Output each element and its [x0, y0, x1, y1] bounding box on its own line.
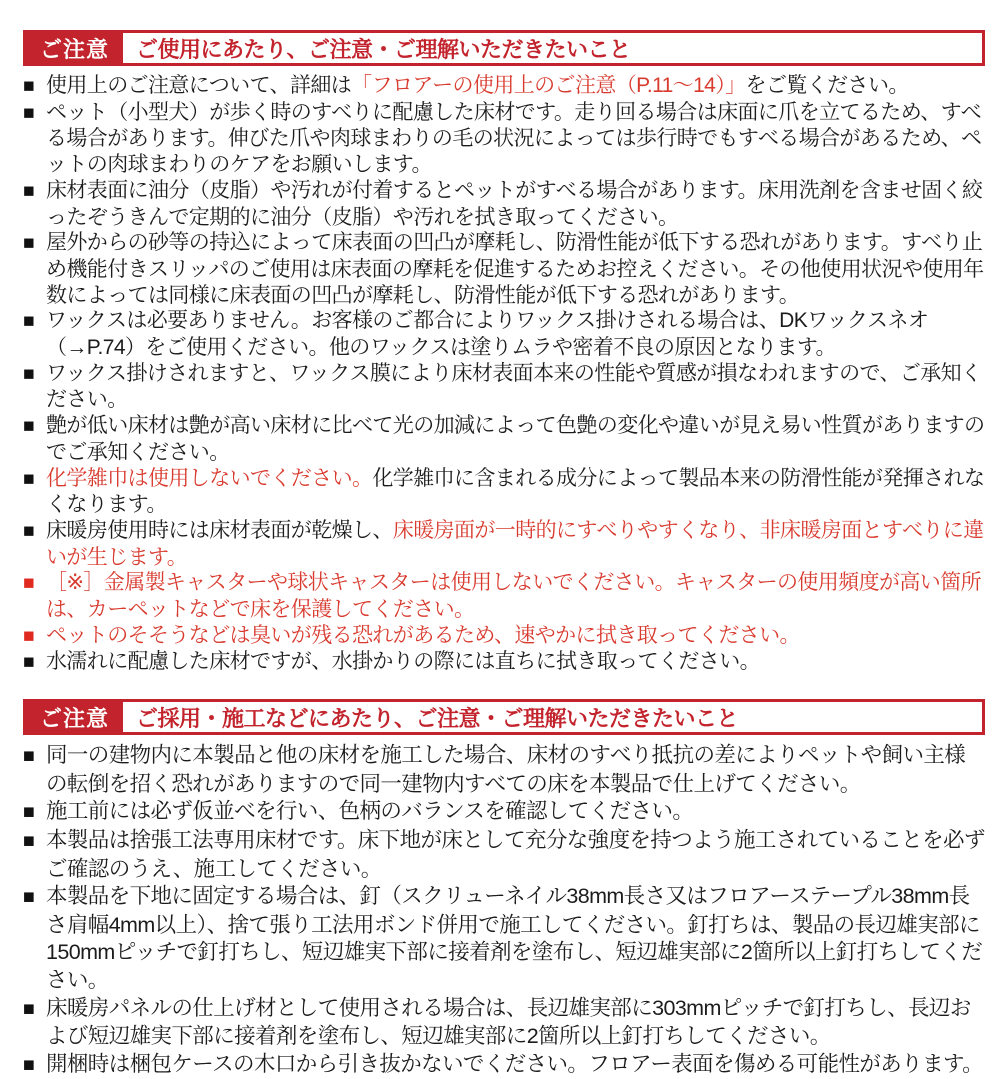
notice-text-segment: 艶が低い床材は艶が高い床材に比べて光の加減によって色艶の変化や違いが見え易い性質がありますのでご承知ください。	[46, 414, 985, 464]
bullet-square-icon: ■	[23, 745, 35, 768]
notice-text-segment: 施工前には必ず仮並べを行い、色柄のバランスを確認してください。	[46, 799, 694, 824]
bullet-square-icon: ■	[23, 233, 35, 255]
bullet-square-icon: ■	[23, 801, 35, 824]
notice-text-segment: ペットのそそうなどは臭いが残る恐れがあるため、速やかに拭き取ってください。	[46, 623, 800, 647]
notice-item	[23, 178, 985, 230]
usage-notice-section	[23, 30, 985, 676]
notice-item	[23, 742, 985, 798]
bullet-square-icon: ■	[23, 829, 35, 852]
notice-text-segment: 床暖房面が一時的にすべりやすくなり、非床暖房面とすべりに違いが生じます。	[46, 518, 984, 569]
notice-item	[23, 995, 985, 1051]
notice-text-segment: 使用上のご注意について、詳細は	[46, 74, 352, 97]
notice-item	[23, 623, 985, 650]
bullet-square-icon: ■	[23, 102, 35, 124]
notice-text-segment: ペット（小型犬）が歩く時のすべりに配慮した床材です。走り回る場合は床面に爪を立てるため、すべる場合があります。伸びた爪や肉球まわりの毛の状況によっては歩行時でもすべる場合があるため、ペットの肉球まわりのケアをお願いします。	[46, 100, 982, 177]
installation-notice-title: ご採用・施工などにあたり、ご注意・ご理解いただきたいこと	[136, 705, 739, 731]
installation-notice-list	[23, 742, 985, 1079]
notice-item	[23, 798, 985, 827]
notice-text-segment: 本製品を下地に固定する場合は、釘（スクリューネイル38mm長さ又はフロアーステープル38mm長さ肩幅4mm以上）、捨て張り工法用ボンド併用で施工してください。釘打ちは、製品の長辺雄実部に150mmピッチで釘打ちし、短辺雄実下部に接着剤を塗布し、短辺雄実部に2箇所以上釘打ちしてください。	[46, 884, 983, 992]
notice-item	[23, 361, 985, 413]
notice-item	[23, 73, 985, 100]
notice-text-segment: ［※］金属製キャスターや球状キャスターは使用しないでください。キャスターの使用頻度が高い箇所は、カーペットなどで床を保護してください。	[46, 571, 981, 622]
notice-text-segment: 化学雑巾は使用しないでください。	[46, 466, 373, 490]
notice-text-segment: 同一の建物内に本製品と他の床材を施工した場合、床材のすべり抵抗の差によりペットや飼い主様の転倒を招く恐れがありますので同一建物内すべての床を本製品で仕上げてください。	[46, 743, 966, 796]
installation-notice-section	[23, 699, 985, 1079]
notice-text-segment: 「フロアーの使用上のご注意（P.11〜14）」	[351, 74, 746, 97]
notice-text-segment: 水濡れに配慮した床材ですが、水掛かりの際には直ちに拭き取ってください。	[46, 650, 760, 674]
notice-item	[23, 466, 985, 518]
bullet-square-icon: ■	[23, 1053, 35, 1076]
usage-notice-list	[23, 73, 985, 676]
notice-text-segment: ワックスは必要ありません。お客様のご都合によりワックス掛けされる場合は、DKワックスネオ（→P.74）をご使用ください。他のワックスは塗りムラや密着不良の原因となります。	[46, 309, 929, 360]
notice-badge: ご注意	[26, 702, 123, 732]
notice-item	[23, 649, 985, 676]
notice-item	[23, 230, 985, 308]
usage-notice-title: ご使用にあたり、ご注意・ご理解いただきたいこと	[136, 36, 631, 62]
bullet-square-icon: ■	[23, 520, 35, 542]
notice-item	[23, 518, 985, 570]
notice-text-segment: 開梱時は梱包ケースの木口から引き抜かないでください。フロアー表面を傷める可能性があります。	[46, 1051, 984, 1076]
bullet-square-icon: ■	[23, 652, 35, 674]
notice-text-segment: 床暖房使用時には床材表面が乾燥し、	[46, 518, 393, 542]
bullet-square-icon: ■	[23, 468, 35, 490]
notice-text-segment: ワックス掛けされますと、ワックス膜により床材表面本来の性能や質感が損なわれますので、ご承知ください。	[46, 361, 982, 412]
usage-notice-header	[23, 30, 985, 66]
notice-text-segment: 床材表面に油分（皮脂）や汚れが付着するとペットがすべる場合があります。床用洗剤を含ませ固く絞ったぞうきんで定期的に油分（皮脂）や汚れを拭き取ってください。	[46, 178, 983, 229]
bullet-square-icon: ■	[23, 625, 35, 647]
notice-item	[23, 100, 985, 178]
notice-item	[23, 413, 985, 465]
notice-text-segment: 化学雑巾に含まれる成分によって製品本来の防滑性能が発揮されなくなります。	[46, 466, 985, 517]
notice-badge: ご注意	[26, 33, 123, 63]
bullet-square-icon: ■	[23, 311, 35, 333]
notice-item	[23, 570, 985, 622]
notice-item	[23, 883, 985, 994]
notice-item	[23, 827, 985, 883]
notice-text-segment: をご覧ください。	[745, 74, 909, 97]
bullet-square-icon: ■	[23, 363, 35, 385]
bullet-square-icon: ■	[23, 886, 35, 909]
bullet-square-icon: ■	[23, 416, 35, 438]
notice-item	[23, 308, 985, 360]
notice-text-segment: 本製品は捨張工法専用床材です。床下地が床として充分な強度を持つよう施工されていることを必ずご確認のうえ、施工してください。	[46, 827, 985, 881]
bullet-square-icon: ■	[23, 573, 35, 595]
notice-text-segment: 屋外からの砂等の持込によって床表面の凹凸が摩耗し、防滑性能が低下する恐れがあります。すべり止め機能付きスリッパのご使用は床表面の摩耗を促進するためお控えください。その他使用状況や使用年数によっては同様に床表面の凹凸が摩耗し、防滑性能が低下する恐れがあります。	[46, 231, 984, 307]
bullet-square-icon: ■	[23, 76, 35, 97]
notice-text-segment: 床暖房パネルの仕上げ材として使用される場合は、長辺雄実部に303mmピッチで釘打ちし、長辺および短辺雄実下部に接着剤を塗布し、短辺雄実部に2箇所以上釘打ちしてください。	[46, 995, 971, 1049]
notice-item	[23, 1051, 985, 1079]
section-divider-space	[23, 676, 985, 699]
bullet-square-icon: ■	[23, 180, 35, 202]
installation-notice-header	[23, 699, 985, 735]
bullet-square-icon: ■	[23, 997, 35, 1020]
